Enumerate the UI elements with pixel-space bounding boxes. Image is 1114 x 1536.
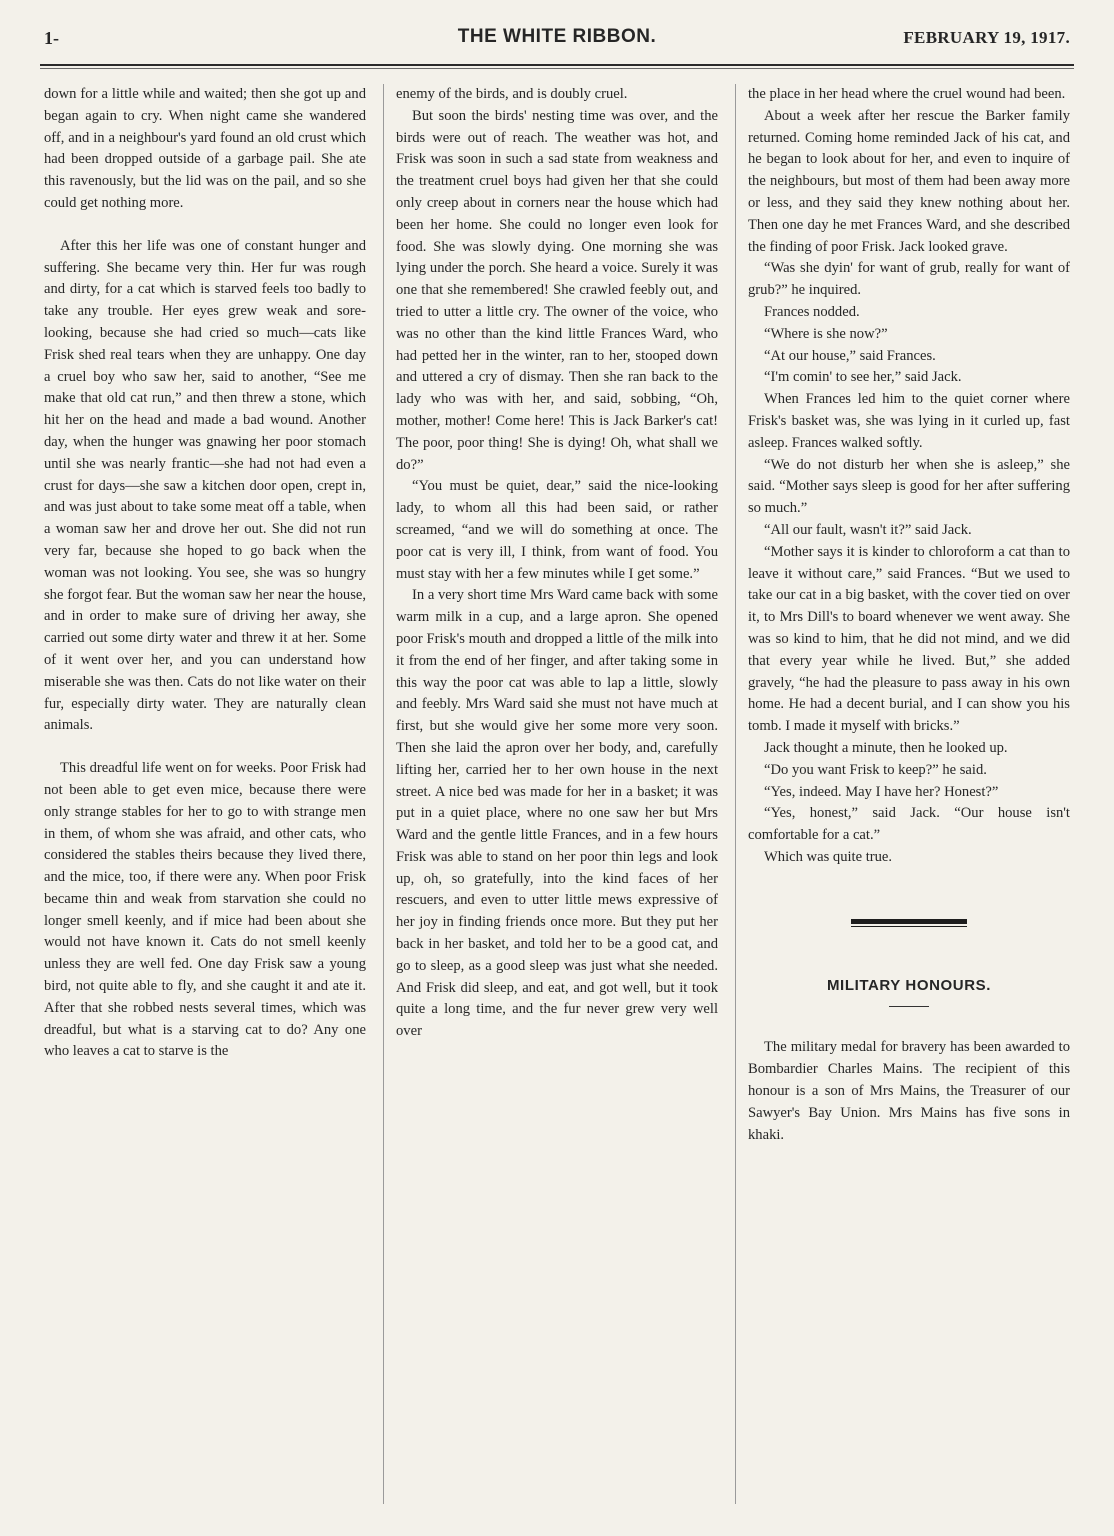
paragraph: “Where is she now?” xyxy=(764,325,888,342)
paragraph: In a very short time Mrs Ward came back with some warm milk in a cup, and a large apron. She opened poor Frisk's mouth and dropped a little of the milk into it from the end of her finger, and after taking some in this way the poor cat was able to lap a little, slowly and feebly. Mrs Ward said she must not have much at first, but she would give her some more very soon. Then she laid the apron over her body, and, carefully lifting her, carried her to her own house in the next street. A nice bed was made for her in a basket; it was put in a quiet place, where no one saw her but Mrs Ward and the gentle little Frances, and in a few hours Frisk was able to stand on her poor thin legs and look up, oh, so gratefully, into the kind faces of her rescuers, and even to utter little mews expressive of her joy in finding friends once more. But they put her back in her basket, and told her to be a good cat, and go to sleep, as a good sleep was just what she needed. And Frisk did sleep, and eat, and got well, but it took quite a long time, and the fur never grew very well over xyxy=(396,587,718,1040)
paragraph: This dreadful life went on for weeks. Poor Frisk had not been able to get even mice, because there were only strange stables for her to go to with strange men in them, of whom she was afraid, and other cats, who considered the stables theirs because they lived there, and the mice, too, if there were any. When poor Frisk became thin and weak from starvation she could no longer smell keenly, and if mice had been about she would not have known it. Cats do not smell keenly unless they are well fed. One day Frisk saw a young bird, not quite able to fly, and she caught it and ate it. After that she robbed nests several times, which was dreadful, but what is a starving cat to do? Any one who leaves a cat to starve is the xyxy=(44,760,366,1060)
section-paragraph: The military medal for bravery has been awarded to Bombardier Charles Mains. The recipient of this honour is a son of Mrs Mains, the Treasurer of our Sawyer's Bay Union. Mrs Mains has five sons in khaki. xyxy=(748,1039,1070,1143)
column-2 xyxy=(396,84,718,1043)
section-heading: MILITARY HONOURS. xyxy=(826,976,992,994)
paragraph: “You must be quiet, dear,” said the nice-looking lady, to whom all this had been said, or rather screamed, “and we will do something at once. The poor cat is very ill, I think, from want of food. You must stay with her a few minutes while I get some.” xyxy=(396,478,718,582)
paragraph: About a week after her rescue the Barker family returned. Coming home reminded Jack of his cat, and he began to look about for her, and even to inquire of the neighbours, but most of them had been away more or less, and they said they knew nothing about her. Then one day he met Frances Ward, and she described the finding of poor Frisk. Jack looked grave. xyxy=(748,107,1070,255)
header-rule-thin xyxy=(40,68,1074,69)
paragraph: When Frances led him to the quiet corner where Frisk's basket was, she was lying in it curled up, fast asleep. Frances walked softly. xyxy=(748,391,1070,451)
paragraph: the place in her head where the cruel wound had been. xyxy=(748,86,1066,102)
paragraph: Which was quite true. xyxy=(764,848,893,865)
page-header xyxy=(40,22,1074,52)
page-number: 1- xyxy=(44,28,59,48)
header-rule xyxy=(40,64,1074,66)
paragraph: down for a little while and waited; then she got up and began again to cry. When night came she wandered off, and in a neighbour's yard found an old crust which had been dropped outside of a garbage pail. She ate this ravenously, but the lid was on the pail, and so she could get nothing more. xyxy=(44,86,366,211)
publication-title: THE WHITE RIBBON. xyxy=(457,26,657,47)
separator-thick-rule xyxy=(851,919,967,924)
paragraph: “Yes, indeed. May I have her? Honest?” xyxy=(764,783,999,800)
column-3 xyxy=(748,84,1070,1146)
heading-rule xyxy=(889,1006,929,1007)
paragraph: “Yes, honest,” said Jack. “Our house isn't comfortable for a cat.” xyxy=(748,805,1070,844)
paragraph: Jack thought a minute, then he looked up. xyxy=(764,739,1008,756)
paragraph: “All our fault, wasn't it?” said Jack. xyxy=(764,521,972,538)
paragraph: Frances nodded. xyxy=(764,303,860,320)
paragraph: “Mother says it is kinder to chloroform a cat than to leave it without care,” said Frances. “But we used to take our cat in a big basket, with the cover tied on over it, to Mrs Dill's to board whenever we went away. She was so kind to him, that he did not mind, and we did that every year while he lived. But,” she added gravely, “he had the pleasure to pass away in his own home. He had a decent burial, and I can show you his tomb. I made it myself with bricks.” xyxy=(748,543,1070,735)
column-1 xyxy=(44,84,366,1063)
paragraph: “At our house,” said Frances. xyxy=(764,347,936,364)
section-separator xyxy=(851,919,967,927)
paragraph: But soon the birds' nesting time was over, and the birds were out of reach. The weather was hot, and Frisk was soon in such a sad state from weakness and the treatment cruel boys had given her that she could only creep about in corners near the house which had been her home. She could no longer even look for food. She was slowly dying. One morning she was lying under the porch. She heard a voice. Surely it was one that she remembered! She crawled feebly out, and tried to utter a little cry. The owner of the voice, who was no other than the kind little Frances Ward, who had petted her in the winter, ran to her, stooped down and uttered a cry of dismay. Then she ran back to the lady who was with her, and said, sobbing, “Oh, mother, mother! Come here! This is Jack Barker's cat! The poor, poor thing! She is dying! Oh, what shall we do?” xyxy=(396,107,718,473)
paragraph: “We do not disturb her when she is asleep,” she said. “Mother says sleep is good for her after suffering so much.” xyxy=(748,456,1070,517)
issue-date: FEBRUARY 19, 1917. xyxy=(903,28,1070,47)
separator-thin-rule xyxy=(851,926,967,927)
paragraph: After this her life was one of constant hunger and suffering. She became very thin. Her fur was rough and dirty, for a cat which is starved feels too badly to take any trouble. Her eyes grew weak and sore-looking, because she had cried so much—cats like Frisk shed real tears when they are unhappy. One day a cruel boy who saw her, said to another, “See me make that old cat run,” and then threw a stone, which hit her on the head and made a bad wound. Another day, when the hunger was gnawing her poor stomach until she was nearly frantic—she had not had even a crust for days—she saw a kitchen door open, crept in, and was just about to take some meat off a table, when a woman saw her and drove her out. She did not run very far, because she hoped to go back when the woman was not looking. You see, she was so hungry she forgot fear. But the woman saw her near the house, and in order to make sure of driving her away, she carried out some dirty water and threw it at her. Some of it went over her, and you can understand how miserable she was then. Cats do not like water on their fur, especially dirty water. They are naturally clean animals. xyxy=(44,237,366,734)
column-divider xyxy=(735,84,736,1504)
paragraph: enemy of the birds, and is doubly cruel. xyxy=(396,86,628,102)
column-divider xyxy=(383,84,384,1504)
paragraph: “Was she dyin' for want of grub, really for want of grub?” he inquired. xyxy=(748,260,1070,299)
paragraph: “Do you want Frisk to keep?” he said. xyxy=(764,761,987,778)
paragraph: “I'm comin' to see her,” said Jack. xyxy=(764,369,962,386)
